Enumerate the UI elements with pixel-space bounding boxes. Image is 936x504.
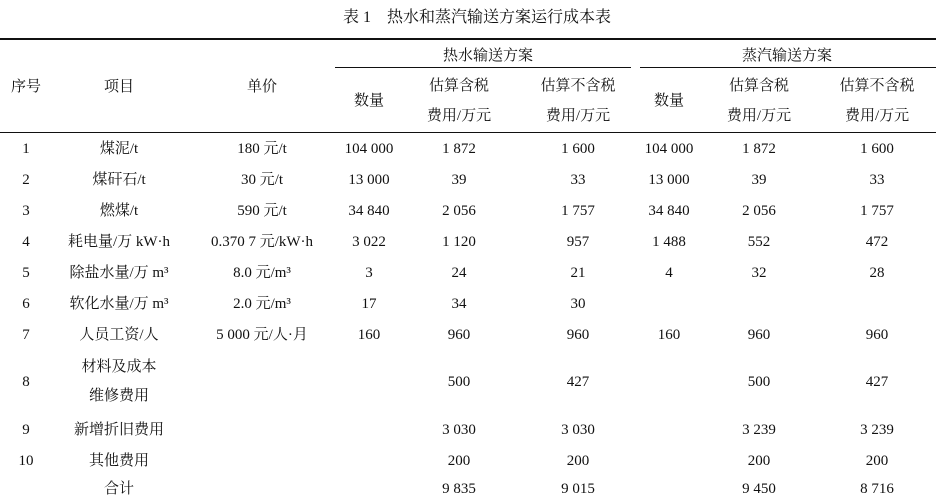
table-row xyxy=(0,319,936,350)
header-line: 费用/万元 xyxy=(844,107,910,124)
header-group-row xyxy=(0,40,936,68)
steam-quantity-cell xyxy=(638,476,700,502)
steam-quantity-cell xyxy=(638,414,700,445)
steam-cost-tax-cell: 552 xyxy=(747,233,771,250)
hot-water-cost-notax-cell: 957 xyxy=(566,233,590,250)
steam-quantity-cell: 160 xyxy=(657,326,681,343)
row-index-cell: 7 xyxy=(22,326,30,343)
unit-price-cell xyxy=(186,445,338,476)
table-row xyxy=(0,257,936,288)
hot-water-cost-tax-cell: 1 872 xyxy=(442,140,476,157)
steam-cost-notax-cell: 960 xyxy=(865,326,889,343)
steam-scheme-label: 蒸汽输送方案 xyxy=(742,48,833,64)
item-cell: 除盐水量/万 m³ xyxy=(69,264,169,281)
hot-water-quantity-cell xyxy=(338,476,400,502)
item-cell: 煤泥/t xyxy=(99,140,139,157)
hot-water-cost-notax-cell: 427 xyxy=(566,374,590,390)
hot-water-cost-tax-cell: 39 xyxy=(451,171,467,188)
header-hot-water-cost-tax xyxy=(400,68,518,133)
steam-quantity-cell: 104 000 xyxy=(644,140,694,157)
hot-water-cost-notax-cell: 33 xyxy=(570,171,586,188)
hot-water-cost-notax-cell: 9 015 xyxy=(561,481,595,497)
steam-cost-tax-cell xyxy=(700,288,818,319)
hot-water-cost-notax-cell: 1 600 xyxy=(561,140,595,157)
operating-cost-table xyxy=(0,40,936,502)
steam-cost-notax-cell: 33 xyxy=(869,171,885,188)
steam-cost-tax-cell: 500 xyxy=(747,374,771,390)
hot-water-quantity-cell: 104 000 xyxy=(344,140,394,157)
header-line: 估算含税 xyxy=(729,77,790,94)
unit-price-cell xyxy=(186,414,338,445)
unit-price-cell: 5 000 元/人·月 xyxy=(216,326,308,343)
hot-water-scheme-label: 热水输送方案 xyxy=(443,48,534,64)
header-group-hot-water xyxy=(338,40,638,68)
header-steam-cost-tax xyxy=(700,68,818,133)
steam-cost-tax-cell: 1 872 xyxy=(742,140,776,157)
steam-cost-notax-cell: 28 xyxy=(869,264,885,281)
item-cell: 新增折旧费用 xyxy=(73,421,164,438)
steam-quantity-cell: 34 840 xyxy=(648,202,690,219)
header-line: 估算含税 xyxy=(428,77,489,94)
item-cell: 人员工资/人 xyxy=(79,326,159,343)
hot-water-quantity-cell xyxy=(338,445,400,476)
header-line: 估算不含税 xyxy=(839,77,915,94)
header-line: 费用/万元 xyxy=(726,107,792,124)
unit-price-cell xyxy=(186,350,338,414)
steam-cost-tax-cell: 9 450 xyxy=(742,481,776,497)
steam-cost-tax-cell: 39 xyxy=(751,171,767,188)
table-row xyxy=(0,195,936,226)
steam-cost-tax-cell: 3 239 xyxy=(742,421,776,438)
steam-quantity-cell: 1 488 xyxy=(652,233,686,250)
row-index-cell: 5 xyxy=(22,264,30,281)
item-cell: 合计 xyxy=(103,481,134,497)
steam-cost-tax-cell: 960 xyxy=(747,326,771,343)
steam-quantity-cell: 4 xyxy=(665,264,673,281)
header-line: 费用/万元 xyxy=(426,107,492,124)
table-row xyxy=(0,164,936,195)
table-row xyxy=(0,350,936,414)
hot-water-cost-notax-cell: 1 757 xyxy=(561,202,595,219)
steam-quantity-cell xyxy=(638,350,700,414)
steam-cost-tax-cell: 200 xyxy=(747,452,771,469)
header-group-steam xyxy=(638,40,936,68)
steam-quantity-cell xyxy=(638,288,700,319)
header-hot-water-cost-notax xyxy=(518,68,638,133)
hot-water-quantity-cell xyxy=(338,414,400,445)
unit-price-cell: 590 元/t xyxy=(237,202,287,219)
table-row xyxy=(0,288,936,319)
table-body xyxy=(0,133,936,502)
header-index: 序号 xyxy=(10,78,41,95)
steam-quantity-cell xyxy=(638,445,700,476)
item-cell: 其他费用 xyxy=(88,452,149,469)
row-index-cell: 10 xyxy=(18,452,34,469)
row-index-cell: 6 xyxy=(22,295,30,312)
hot-water-cost-notax-cell: 200 xyxy=(566,452,590,469)
row-index-cell: 9 xyxy=(22,421,30,438)
hot-water-quantity-cell: 3 022 xyxy=(352,233,386,250)
hot-water-cost-notax-cell: 3 030 xyxy=(561,421,595,438)
unit-price-cell: 0.370 7 元/kW·h xyxy=(210,233,314,250)
item-cell: 燃煤/t xyxy=(99,202,139,219)
unit-price-cell: 30 元/t xyxy=(240,171,284,188)
table-row xyxy=(0,133,936,164)
steam-cost-notax-cell: 3 239 xyxy=(860,421,894,438)
steam-cost-notax-cell: 472 xyxy=(865,233,889,250)
steam-cost-notax-cell: 427 xyxy=(865,374,889,390)
hot-water-quantity-cell: 17 xyxy=(361,295,377,312)
hot-water-cost-tax-cell: 9 835 xyxy=(442,481,476,497)
hot-water-cost-tax-cell: 2 056 xyxy=(442,202,476,219)
steam-cost-notax-cell: 8 716 xyxy=(860,481,894,497)
steam-cost-notax-cell: 1 757 xyxy=(860,202,894,219)
item-cell: 软化水量/万 m³ xyxy=(69,295,169,312)
header-steam-cost-notax xyxy=(818,68,936,133)
hot-water-cost-tax-cell: 200 xyxy=(447,452,471,469)
hot-water-cost-notax-cell: 21 xyxy=(570,264,586,281)
hot-water-cost-tax-cell: 500 xyxy=(447,374,471,390)
steam-cost-notax-cell xyxy=(818,288,936,319)
hot-water-cost-tax-cell: 960 xyxy=(447,326,471,343)
hot-water-cost-tax-cell: 3 030 xyxy=(442,421,476,438)
hot-water-quantity-cell: 34 840 xyxy=(348,202,390,219)
row-index-cell xyxy=(0,476,52,502)
table-caption: 表 1 热水和蒸汽输送方案运行成本表 xyxy=(342,9,611,26)
row-index-cell: 3 xyxy=(22,202,30,219)
hot-water-quantity-cell xyxy=(338,350,400,414)
hot-water-cost-tax-cell: 1 120 xyxy=(442,233,476,250)
steam-quantity-cell: 13 000 xyxy=(648,171,690,188)
row-index-cell: 8 xyxy=(22,374,30,390)
table-header xyxy=(0,40,936,133)
hot-water-cost-notax-cell: 960 xyxy=(566,326,590,343)
unit-price-cell: 2.0 元/m³ xyxy=(233,295,291,312)
hot-water-quantity-cell: 13 000 xyxy=(348,171,390,188)
header-steam-quantity: 数量 xyxy=(654,92,685,109)
header-line: 估算不含税 xyxy=(540,77,616,94)
item-line: 材料及成本 xyxy=(81,359,157,375)
unit-price-cell xyxy=(186,476,338,502)
steam-cost-notax-cell: 1 600 xyxy=(860,140,894,157)
steam-cost-tax-cell: 2 056 xyxy=(742,202,776,219)
header-unit-price: 单价 xyxy=(246,78,277,95)
total-row xyxy=(0,476,936,502)
unit-price-cell: 180 元/t xyxy=(237,140,287,157)
item-cell xyxy=(52,350,186,414)
steam-cost-tax-cell: 32 xyxy=(751,264,767,281)
row-index-cell: 4 xyxy=(22,233,30,250)
header-item: 项目 xyxy=(103,78,134,95)
item-line: 维修费用 xyxy=(88,388,149,404)
hot-water-cost-tax-cell: 34 xyxy=(451,295,467,312)
header-line: 费用/万元 xyxy=(545,107,611,124)
hot-water-cost-notax-cell: 30 xyxy=(570,295,586,312)
header-hot-water-quantity: 数量 xyxy=(353,92,384,109)
item-cell: 煤矸石/t xyxy=(92,171,146,188)
hot-water-quantity-cell: 3 xyxy=(365,264,373,281)
unit-price-cell: 8.0 元/m³ xyxy=(233,264,291,281)
item-cell: 耗电量/万 kW·h xyxy=(67,233,171,250)
table-row xyxy=(0,226,936,257)
steam-cost-notax-cell: 200 xyxy=(865,452,889,469)
table-row xyxy=(0,445,936,476)
table-row xyxy=(0,414,936,445)
hot-water-quantity-cell: 160 xyxy=(357,326,381,343)
row-index-cell: 1 xyxy=(22,140,30,157)
hot-water-cost-tax-cell: 24 xyxy=(451,264,467,281)
row-index-cell: 2 xyxy=(22,171,30,188)
